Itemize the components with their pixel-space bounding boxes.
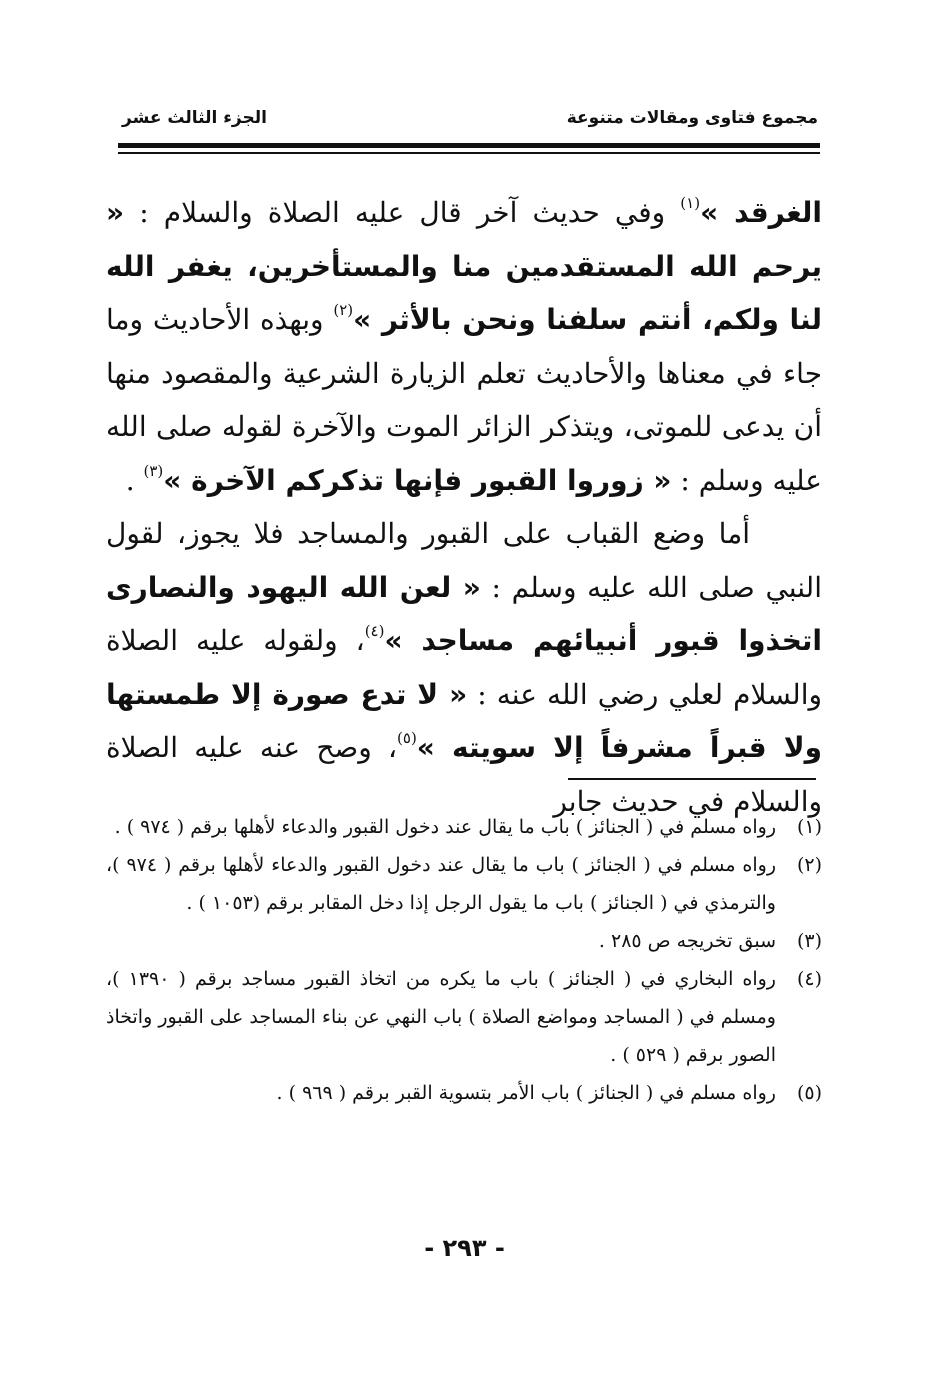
body-sentence: ، وصح عنه عليه الصلاة والسلام في حديث جابر: [106, 731, 822, 818]
footnote-item: [106, 1074, 822, 1112]
footnote-ref: (٤): [364, 622, 385, 640]
footnote-item: [106, 846, 822, 922]
body-sentence: أما وضع القباب على القبور والمساجد فلا يجوز، لقول النبي صلى الله عليه وسلم :: [106, 517, 822, 604]
footnote-number: (٥): [796, 1082, 822, 1104]
footnote-ref: (٣): [143, 461, 164, 480]
body-sentence: .: [125, 463, 144, 497]
hadith-quote: « لعن الله اليهود والنصارى اتخذوا قبور أنبيائهم مساجد »: [106, 570, 822, 657]
footnote-number: (٣): [796, 930, 822, 952]
body-sentence: وبهذه الأحاديث وما جاء في معناها والأحاديث تعلم الزيارة الشرعية والمقصود منها أن يدعى للموتى، ويتذكر الزائر الموت والآخرة لقوله صلى الله عليه وسلم :: [106, 303, 822, 497]
header-rule-thin: [118, 152, 820, 154]
main-text: [106, 186, 822, 828]
footnote-ref: (٥): [397, 729, 417, 747]
footnote-text: رواه مسلم في ( الجنائز ) باب ما يقال عند دخول القبور والدعاء لأهلها برقم ( ٩٧٤ )، والترمذي في ( الجنائز ) باب ما يقول الرجل إذا دخل المقابر برقم (١٠٥٣ ) .: [106, 854, 776, 914]
paragraph-2: [106, 507, 822, 828]
footnote-text: سبق تخريجه ص ٢٨٥ .: [598, 930, 776, 952]
running-header: [118, 104, 820, 136]
header-rule-thick: [118, 143, 820, 148]
volume-label: الجزء الثالث عشر: [122, 108, 267, 128]
body-sentence: وفي حديث آخر قال عليه الصلاة والسلام :: [124, 196, 681, 229]
footnote-number: (٤): [796, 968, 822, 990]
footnote-text: رواه البخاري في ( الجنائز ) باب ما يكره من اتخاذ القبور مساجد برقم ( ١٣٩٠ )، ومسلم في ( المساجد ومواضع الصلاة ) باب النهي عن بناء المساجد على القبور واتخاذ الصور برقم ( ٥٢٩ ) .: [106, 968, 776, 1066]
footnotes: [106, 808, 822, 1112]
footnote-ref: (١): [680, 194, 701, 212]
hadith-quote: « يرحم الله المستقدمين منا والمستأخرين، يغفر الله لنا ولكم، أنتم سلفنا ونحن بالأثر »: [106, 196, 823, 336]
body-sentence: ، ولقوله عليه الصلاة والسلام لعلي رضي الله عنه :: [106, 624, 823, 711]
footnote-ref: (٢): [333, 301, 354, 319]
paragraph-1: [106, 186, 822, 507]
footnote-item: [106, 808, 822, 846]
page-number: - ٢٩٣ -: [424, 1234, 505, 1262]
hadith-quote: « زوروا القبور فإنها تذكركم الآخرة »: [163, 463, 672, 497]
book-title: مجموع فتاوى ومقالات متنوعة: [566, 108, 818, 128]
footnote-number: (٢): [796, 854, 822, 876]
footnote-item: [106, 960, 822, 1074]
hadith-quote: الغرقد »: [700, 196, 822, 229]
footnote-item: [106, 922, 822, 960]
footnote-text: رواه مسلم في ( الجنائز ) باب ما يقال عند دخول القبور والدعاء لأهلها برقم ( ٩٧٤ ) .: [114, 816, 776, 838]
footnote-text: رواه مسلم في ( الجنائز ) باب الأمر بتسوية القبر برقم ( ٩٦٩ ) .: [276, 1082, 776, 1104]
footnote-separator: [568, 778, 816, 780]
footnote-number: (١): [796, 816, 822, 838]
hadith-quote: « لا تدع صورة إلا طمستها ولا قبراً مشرفاً إلا سويته »: [106, 677, 822, 764]
